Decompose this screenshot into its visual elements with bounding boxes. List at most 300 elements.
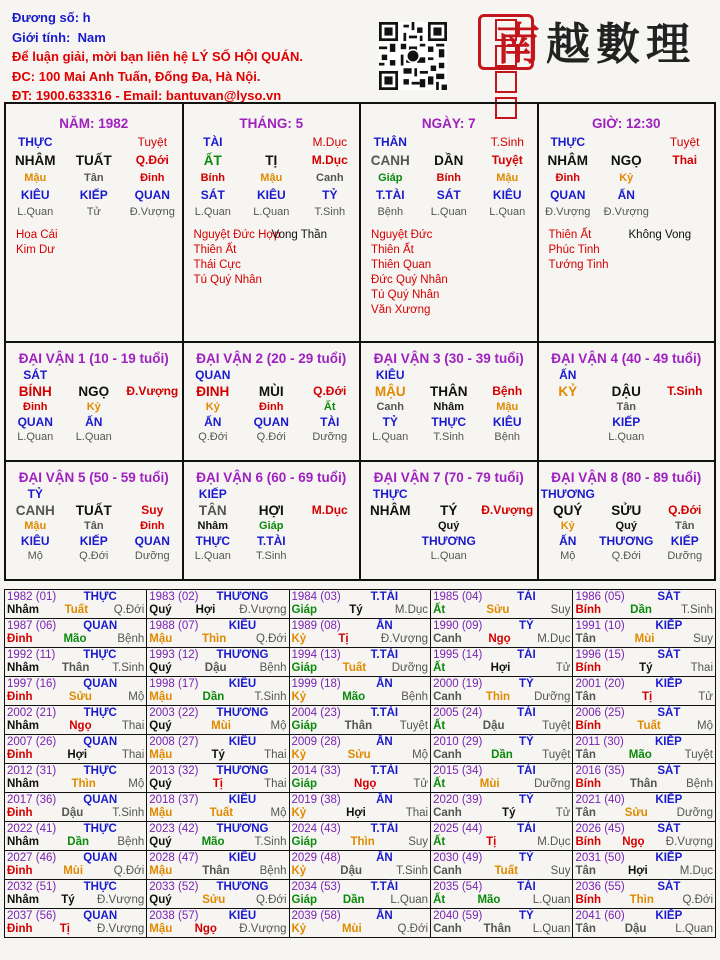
dai-van-cell xyxy=(183,342,360,461)
annual-top-line xyxy=(292,823,429,836)
annual-stage: Đ.Vượng xyxy=(665,836,713,848)
pillar-god-row-cell: Tuyệt xyxy=(137,135,168,149)
annual-stage: Suy xyxy=(550,865,571,877)
annual-stage: L.Quan xyxy=(390,894,429,906)
star-item: Thiên Quan xyxy=(371,259,432,271)
annual-branch: Tý xyxy=(502,807,516,819)
annual-branch: Tị xyxy=(641,691,653,703)
annual-stage: Đ.Vượng xyxy=(97,894,145,906)
dai-van-hidden-stem-row xyxy=(539,401,715,413)
annual-top-line xyxy=(149,678,286,691)
dai-van-stem-branch-row-cell: HỢI xyxy=(258,503,284,518)
dai-van-stem-branch-row-cell: CANH xyxy=(15,503,55,518)
pillar-hidden-god-row-cell: SÁT xyxy=(200,188,225,202)
annual-year: 2013 (32) xyxy=(149,765,199,777)
annual-year: 1988 (07) xyxy=(149,620,199,632)
annual-row xyxy=(5,590,716,619)
pillar-stage-row-cell: Đ.Vượng xyxy=(129,206,175,218)
dai-van-hidden-stem-row-cell: Mậu xyxy=(24,520,47,532)
annual-year: 2017 (36) xyxy=(7,794,57,806)
annual-bottom-line xyxy=(292,807,429,820)
spacer xyxy=(420,487,478,501)
annual-bottom-line xyxy=(7,807,144,820)
annual-cell xyxy=(5,851,147,880)
annual-stage: Bệnh xyxy=(686,778,713,790)
pillar-stage-row xyxy=(6,206,182,218)
star-item: Phúc Tinh xyxy=(548,244,600,256)
dai-van-stage-row-cell: Bệnh xyxy=(494,431,521,443)
annual-god: SÁT xyxy=(657,649,681,661)
annual-cell xyxy=(573,590,716,619)
annual-stage: Tuyệt xyxy=(542,749,571,761)
annual-year: 2004 (23) xyxy=(291,707,341,719)
pillar-hidden-stem-row xyxy=(6,172,182,184)
spacer xyxy=(656,487,714,501)
annual-cell xyxy=(431,764,573,793)
annual-branch: Tuất xyxy=(209,807,234,819)
annual-top-line xyxy=(575,736,713,749)
dai-van-god-row xyxy=(184,487,359,501)
dai-van-god: KIẾP xyxy=(198,487,227,501)
annual-stage: L.Quan xyxy=(532,923,571,935)
annual-branch: Dần xyxy=(630,604,652,616)
dai-van-hidden-stem-row xyxy=(361,401,537,413)
annual-god: THỰC xyxy=(83,765,117,777)
annual-god: ẤN xyxy=(376,852,393,864)
star-item: Văn Xương xyxy=(371,304,431,316)
annual-bottom-line xyxy=(149,807,286,820)
star-item: Nguyệt Đức Hợp xyxy=(193,229,281,241)
annual-year: 1995 (14) xyxy=(433,649,483,661)
address-line: ĐC: 100 Mai Anh Tuấn, Đống Đa, Hà Nội. xyxy=(12,68,261,84)
annual-cell xyxy=(289,764,431,793)
dai-van-table xyxy=(4,341,716,581)
annual-god: QUAN xyxy=(83,620,118,632)
dai-van-hidden-god-row-cell: THƯƠNG xyxy=(421,534,476,548)
annual-stage: T.Sinh xyxy=(254,836,287,848)
pillar-stem-branch-row xyxy=(539,153,714,168)
annual-stem: Bính xyxy=(575,778,602,790)
dai-van-hidden-stem-row-cell: Mậu xyxy=(496,401,519,413)
pillar-hidden-god-row-cell: SÁT xyxy=(436,188,461,202)
annual-year: 2003 (22) xyxy=(149,707,199,719)
pillar-stage-row-cell: T.Sinh xyxy=(314,206,346,218)
pillar-stem-branch-row-cell: DẦN xyxy=(434,153,464,168)
annual-top-line xyxy=(433,678,570,691)
pillar-hidden-god-row xyxy=(361,188,536,202)
star-item: Thái Cực xyxy=(193,259,241,271)
annual-stage: Mộ xyxy=(412,749,429,761)
annual-stem: Nhâm xyxy=(7,836,39,848)
annual-cell xyxy=(573,648,716,677)
annual-stem: Tân xyxy=(575,923,596,935)
annual-row xyxy=(5,677,716,706)
annual-top-line xyxy=(433,765,570,778)
dai-van-stage-row-cell xyxy=(656,431,714,443)
pillar-cell xyxy=(360,103,537,342)
annual-year: 2025 (44) xyxy=(433,823,483,835)
annual-cell xyxy=(431,880,573,909)
annual-top-line xyxy=(7,649,144,662)
annual-year: 2016 (35) xyxy=(575,765,625,777)
star-item: Đức Quý Nhân xyxy=(371,274,448,286)
annual-stem: Quý xyxy=(149,604,172,616)
annual-branch: Thân xyxy=(483,923,511,935)
annual-cell xyxy=(147,764,289,793)
annual-branch: Mùi xyxy=(341,923,362,935)
annual-god: THƯƠNG xyxy=(216,881,269,893)
annual-year: 1994 (13) xyxy=(291,649,341,661)
dai-van-hidden-stem-row xyxy=(184,520,359,532)
pillar-hidden-god-row-cell: KIÊU xyxy=(492,188,522,202)
dai-van-god-row xyxy=(539,368,715,382)
dai-van-hidden-stem-row-cell: Nhâm xyxy=(433,401,464,413)
annual-branch: Ngọ xyxy=(488,633,511,645)
annual-branch: Tị xyxy=(486,836,497,848)
annual-stem: Đinh xyxy=(7,807,33,819)
pillar-hidden-stem-row-cell: Bính xyxy=(200,172,226,184)
annual-branch: Thìn xyxy=(71,778,96,790)
annual-stem: Nhâm xyxy=(7,604,39,616)
annual-god: TỶ xyxy=(519,736,534,748)
spacer xyxy=(301,368,359,382)
dai-van-stage-row xyxy=(184,550,359,562)
pillar-hidden-stem-row-cell: Tân xyxy=(83,172,104,184)
annual-stage: Q.Đới xyxy=(255,633,287,645)
pillar-hidden-stem-row-cell: Giáp xyxy=(378,172,403,184)
dai-van-stem-branch-row-cell: Đ.Vượng xyxy=(126,384,179,398)
annual-stage: Tuyệt xyxy=(399,720,429,732)
dai-van-stem-branch-row xyxy=(184,503,359,518)
annual-top-line xyxy=(575,852,713,865)
annual-stage: Tử xyxy=(413,778,429,790)
dai-van-god-row xyxy=(6,487,182,501)
dai-van-hidden-god-row-cell: KIẾP xyxy=(79,534,108,548)
star-item: Tú Quý Nhân xyxy=(371,289,440,301)
annual-god: KIÊU xyxy=(228,852,257,864)
dai-van-hidden-god-row xyxy=(6,534,182,548)
annual-god: TÀI xyxy=(517,649,536,661)
annual-god: ẤN xyxy=(376,910,393,922)
annual-stage: Thai xyxy=(690,662,713,674)
annual-stage: Mộ xyxy=(697,720,713,732)
annual-branch: Tý xyxy=(211,749,225,761)
dai-van-stage-row-cell xyxy=(123,431,181,443)
dai-van-stage-row xyxy=(6,431,182,443)
dai-van-stem-branch-row-cell: KỶ xyxy=(558,384,578,399)
annual-year: 2041 (60) xyxy=(575,910,625,922)
dai-van-god-row xyxy=(361,368,537,382)
annual-stage: Dưỡng xyxy=(676,807,713,819)
pillar-hidden-stem-row-cell: Mậu xyxy=(260,172,283,184)
pillar-hidden-stem-row-cell: Mậu xyxy=(496,172,519,184)
annual-bottom-line xyxy=(292,633,429,646)
annual-cell xyxy=(147,590,289,619)
dai-van-hidden-god-row-cell: T.TÀI xyxy=(256,534,286,548)
pillar-stage-row-cell: L.Quan xyxy=(430,206,467,218)
dai-van-god: ẤN xyxy=(559,368,577,382)
annual-god: SÁT xyxy=(657,591,681,603)
annual-cell xyxy=(5,764,147,793)
annual-bottom-line xyxy=(292,604,429,617)
annual-bottom-line xyxy=(7,923,144,936)
annual-stage: Suy xyxy=(693,633,713,645)
spacer xyxy=(420,368,478,382)
annual-top-line xyxy=(433,910,570,923)
dai-van-hidden-stem-row xyxy=(361,520,537,532)
dai-van-stage-row-cell: Q.Đới xyxy=(256,431,286,443)
annual-bottom-line xyxy=(7,633,144,646)
dai-van-hidden-stem-row-cell xyxy=(539,401,597,413)
pillar-caption: THÁNG: 5 xyxy=(239,116,304,131)
annual-year: 2008 (27) xyxy=(149,736,199,748)
annual-bottom-line xyxy=(433,604,570,617)
pillar-cell xyxy=(538,103,715,342)
annual-stage: Q.Đới xyxy=(113,604,145,616)
annual-year: 2035 (54) xyxy=(433,881,483,893)
annual-branch: Sửu xyxy=(202,894,226,906)
dai-van-stage-row xyxy=(539,550,715,562)
annual-stem: Quý xyxy=(149,720,172,732)
dai-van-god: KIÊU xyxy=(375,368,405,382)
annual-year: 2040 (59) xyxy=(433,910,483,922)
annual-stage: Bệnh xyxy=(259,662,287,674)
annual-cell xyxy=(431,619,573,648)
dai-van-hidden-stem-row-cell: Tân xyxy=(674,520,695,532)
annual-branch: Tị xyxy=(212,778,223,790)
pillar-stage-row-cell: Bệnh xyxy=(377,206,404,218)
annual-top-line xyxy=(292,620,429,633)
annual-cell xyxy=(573,822,716,851)
dai-van-hidden-stem-row-cell xyxy=(478,520,536,532)
annual-cell xyxy=(5,735,147,764)
annual-top-line xyxy=(433,823,570,836)
annual-cell xyxy=(289,590,431,619)
annual-stage: Suy xyxy=(408,836,429,848)
annual-stem: Bính xyxy=(575,662,602,674)
annual-stem: Ất xyxy=(433,836,446,848)
annual-top-line xyxy=(7,620,144,633)
chart-header xyxy=(12,8,303,106)
annual-stage: Đ.Vượng xyxy=(239,923,287,935)
dai-van-hidden-god-row-cell: THỰC xyxy=(431,415,467,429)
annual-branch: Thìn xyxy=(201,633,227,645)
dai-van-hidden-stem-row-cell: Đinh xyxy=(259,401,284,413)
annual-god: THỰC xyxy=(83,591,117,603)
dai-van-hidden-stem-row xyxy=(6,401,182,413)
annual-stem: Canh xyxy=(433,807,462,819)
dai-van-stage-row xyxy=(361,431,537,443)
annual-cell xyxy=(147,619,289,648)
annual-year: 2005 (24) xyxy=(433,707,483,719)
annual-top-line xyxy=(7,823,144,836)
annual-top-line xyxy=(7,881,144,894)
pillar-stage-row-cell: Đ.Vượng xyxy=(603,206,649,218)
annual-top-line xyxy=(7,678,144,691)
annual-stage: L.Quan xyxy=(675,923,713,935)
dai-van-cell xyxy=(360,461,538,580)
dai-van-hidden-god-row-cell: THỰC xyxy=(195,534,231,548)
annual-stem: Đinh xyxy=(7,749,33,761)
annual-cell xyxy=(431,648,573,677)
dai-van-stage-row-cell: L.Quan xyxy=(430,550,467,562)
dai-van-hidden-stem-row-cell: Quý xyxy=(615,520,637,532)
pillar-stage-row-cell: Tử xyxy=(86,206,101,218)
annual-cell xyxy=(431,590,573,619)
annual-stem: Mậu xyxy=(149,749,173,761)
annual-branch: Sửu xyxy=(486,604,510,616)
dai-van-hidden-god-row xyxy=(361,534,537,548)
annual-god: T.TÀI xyxy=(370,591,399,603)
dai-van-caption: ĐẠI VẬN 5 (50 - 59 tuổi) xyxy=(18,470,169,485)
annual-stage: T.Sinh xyxy=(681,604,713,616)
annual-bottom-line xyxy=(7,604,144,617)
annual-bottom-line xyxy=(292,836,429,849)
annual-branch: Tuất xyxy=(342,662,367,674)
dai-van-stage-row-cell: Dưỡng xyxy=(134,550,170,562)
annual-branch: Dậu xyxy=(61,807,84,819)
annual-bottom-line xyxy=(433,807,570,820)
annual-branch: Mão xyxy=(628,749,652,761)
annual-year: 2033 (52) xyxy=(149,881,199,893)
dai-van-stem-branch-row-cell: ĐINH xyxy=(196,384,230,399)
annual-stem: Nhâm xyxy=(7,720,39,732)
spacer xyxy=(656,368,714,382)
annual-branch: Mùi xyxy=(211,720,231,732)
annual-cell xyxy=(573,880,716,909)
pillar-stem-branch-row-cell: Tuyệt xyxy=(491,153,523,167)
annual-year: 1986 (05) xyxy=(575,591,625,603)
annual-year: 1996 (15) xyxy=(575,649,625,661)
annual-god: TÀI xyxy=(517,765,536,777)
annual-god: TÀI xyxy=(517,591,536,603)
annual-top-line xyxy=(149,736,286,749)
pillar-god-row xyxy=(361,135,536,149)
annual-year: 2020 (39) xyxy=(433,794,483,806)
annual-bottom-line xyxy=(575,720,713,733)
phone-email-line: ĐT: 1900.633316 - Email: bantuvan@lyso.vn xyxy=(12,88,282,103)
annual-stage: Dưỡng xyxy=(534,691,571,703)
annual-bottom-line xyxy=(433,749,570,762)
annual-cell xyxy=(573,793,716,822)
dai-van-hidden-god-row-cell xyxy=(656,415,714,429)
dai-van-stem-branch-row-cell: THÂN xyxy=(429,384,468,399)
annual-god: KIẾP xyxy=(655,794,683,806)
star-item: Tướng Tinh xyxy=(548,259,609,271)
annual-bottom-line xyxy=(433,720,570,733)
annual-god: THỰC xyxy=(83,823,117,835)
annual-cell xyxy=(147,677,289,706)
annual-year: 1982 (01) xyxy=(7,591,57,603)
annual-cell xyxy=(147,735,289,764)
annual-cell xyxy=(431,822,573,851)
dai-van-hidden-stem-row-cell xyxy=(123,401,181,413)
dai-van-hidden-god-row xyxy=(6,415,182,429)
four-pillars-table xyxy=(4,102,716,343)
annual-stem: Giáp xyxy=(291,894,318,906)
annual-stem: Mậu xyxy=(149,807,173,819)
annual-branch: Hợi xyxy=(195,604,216,616)
annual-year: 1991 (10) xyxy=(575,620,625,632)
annual-bottom-line xyxy=(292,662,429,675)
annual-god: QUAN xyxy=(83,678,118,690)
annual-god: TÀI xyxy=(517,707,536,719)
annual-bottom-line xyxy=(292,691,429,704)
annual-top-line xyxy=(149,707,286,720)
annual-stage: Mộ xyxy=(128,778,145,790)
annual-branch: Thìn xyxy=(485,691,511,703)
pillar-hidden-stem-row xyxy=(361,172,536,184)
annual-cell xyxy=(5,590,147,619)
annual-cell xyxy=(573,677,716,706)
star-item: Thiên Ất xyxy=(193,244,237,256)
annual-stage: Thai xyxy=(121,720,145,732)
pillar-stem-branch-row-cell: NHÂM xyxy=(15,153,56,168)
annual-cell xyxy=(573,851,716,880)
annual-cell xyxy=(147,880,289,909)
annual-top-line xyxy=(7,852,144,865)
pillar-stage-row xyxy=(184,206,360,218)
pillar-hidden-stem-row-cell: Canh xyxy=(316,172,344,184)
annual-bottom-line xyxy=(149,923,286,936)
logo-title: 南越數理 xyxy=(496,19,696,70)
annual-stage: Thai xyxy=(405,807,429,819)
annual-top-line xyxy=(433,707,570,720)
annual-stage: Đ.Vượng xyxy=(239,604,287,616)
annual-stage: L.Quan xyxy=(532,894,571,906)
annual-year: 2019 (38) xyxy=(291,794,341,806)
annual-branch: Ngọ xyxy=(194,923,217,935)
dai-van-caption: ĐẠI VẬN 6 (60 - 69 tuổi) xyxy=(196,470,347,485)
annual-top-line xyxy=(149,823,286,836)
pillar-stage-row-cell: Đ.Vượng xyxy=(545,206,591,218)
star-item: Nguyệt Đức xyxy=(371,229,433,241)
annual-stem: Kỷ xyxy=(291,865,307,877)
spacer xyxy=(242,368,300,382)
dai-van-hidden-god-row xyxy=(539,534,715,548)
annual-year: 2006 (25) xyxy=(575,707,625,719)
dai-van-hidden-god-row xyxy=(539,415,715,429)
annual-year: 2036 (55) xyxy=(575,881,625,893)
pillar-hidden-god-row xyxy=(6,188,182,202)
annual-stem: Quý xyxy=(149,894,172,906)
annual-stem: Mậu xyxy=(149,633,173,645)
dai-van-god: TỶ xyxy=(27,487,43,501)
spacer xyxy=(242,487,300,501)
dai-van-stage-row-cell: T.Sinh xyxy=(255,550,287,562)
annual-god: THƯƠNG xyxy=(216,823,269,835)
dai-van-cell xyxy=(538,342,716,461)
annual-branch: Ngọ xyxy=(354,778,377,790)
annual-stem: Quý xyxy=(149,662,172,674)
annual-branch: Hợi xyxy=(67,749,88,761)
annual-god: T.TÀI xyxy=(370,649,399,661)
dai-van-stem-branch-row-cell: NHÂM xyxy=(369,503,411,518)
annual-top-line xyxy=(7,736,144,749)
annual-stem: Tân xyxy=(575,865,596,877)
dai-van-hidden-god-row-cell: THƯƠNG xyxy=(599,534,654,548)
dai-van-hidden-god-row xyxy=(361,415,537,429)
annual-bottom-line xyxy=(7,836,144,849)
pillar-stem-branch-row xyxy=(184,153,360,168)
dai-van-hidden-god-row-cell: KIẾP xyxy=(670,534,699,548)
annual-year: 2039 (58) xyxy=(291,910,341,922)
annual-cell xyxy=(5,648,147,677)
pillar-stem-branch-row-cell: M.Dục xyxy=(311,153,348,167)
annual-branch: Dần xyxy=(202,691,225,703)
annual-top-line xyxy=(292,910,429,923)
star-item: Thiên Ất xyxy=(371,244,414,256)
